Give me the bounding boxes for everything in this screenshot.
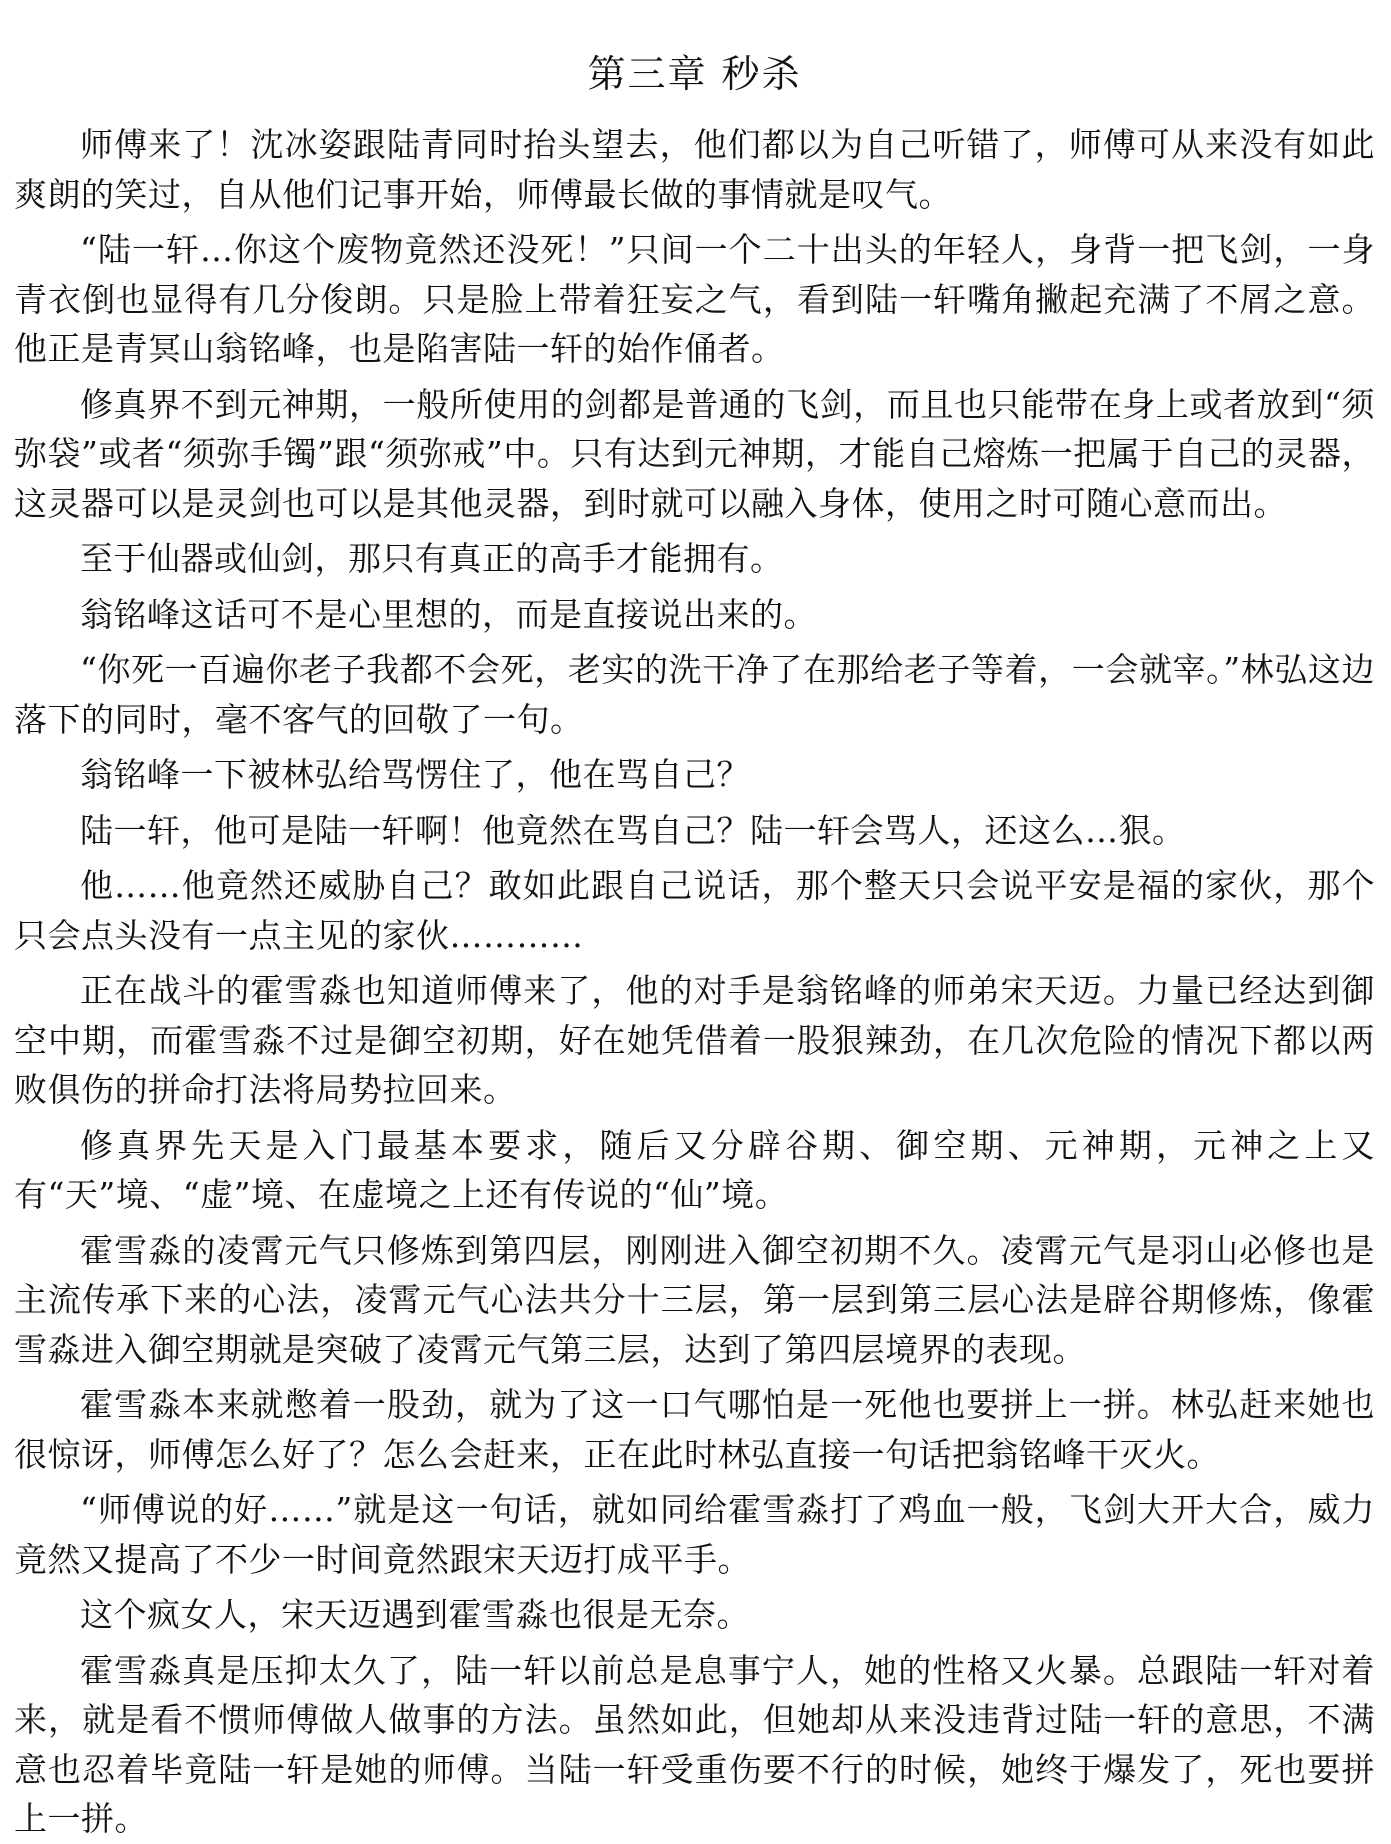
paragraph: 霍雪淼本来就憋着一股劲，就为了这一口气哪怕是一死他也要拼上一拼。林弘赶来她也很惊讶，师傅怎么好了？怎么会赶来，正在此时林弘直接一句话把翁铭峰干灭火。 [14,1385,1375,1474]
paragraph: 霍雪淼的凌霄元气只修炼到第四层，刚刚进入御空初期不久。凌霄元气是羽山必修也是主流传承下来的心法，凌霄元气心法共分十三层，第一层到第三层心法是辟谷期修炼，像霍雪淼进入御空期就是突破了凌霄元气第三层，达到了第四层境界的表现。 [14,1230,1375,1369]
paragraph: 陆一轩，他可是陆一轩啊！他竟然在骂自己？陆一轩会骂人，还这么…狠。 [80,810,1186,850]
paragraph: “师傅说的好……”就是这一句话，就如同给霍雪淼打了鸡血一般，飞剑大开大合，威力竟然又提高了不少一时间竟然跟宋天迈打成平手。 [14,1490,1375,1579]
paragraph: 修真界不到元神期，一般所使用的剑都是普通的飞剑，而且也只能带在身上或者放到“须弥袋”或者“须弥手镯”跟“须弥戒”中。只有达到元神期，才能自己熔炼一把属于自己的灵器，这灵器可以是灵剑也可以是其他灵器，到时就可以融入身体，使用之时可随心意而出。 [14,384,1375,523]
paragraph: 正在战斗的霍雪淼也知道师傅来了，他的对手是翁铭峰的师弟宋天迈。力量已经达到御空中期，而霍雪淼不过是御空初期，好在她凭借着一股狠辣劲，在几次危险的情况下都以两败俱伤的拼命打法将局势拉回来。 [14,971,1375,1109]
paragraph: “陆一轩…你这个废物竟然还没死！”只间一个二十出头的年轻人，身背一把飞剑，一身青衣倒也显得有几分俊朗。只是脸上带着狂妄之气，看到陆一轩嘴角撇起充满了不屑之意。他正是青冥山翁铭峰，也是陷害陆一轩的始作俑者。 [14,230,1375,368]
paragraph: 霍雪淼真是压抑太久了，陆一轩以前总是息事宁人，她的性格又火暴。总跟陆一轩对着来，就是看不惯师傅做人做事的方法。虽然如此，但她却从来没违背过陆一轩的意思，不满意也忍着毕竟陆一轩是她的师傅。当陆一轩受重伤要不行的时候，她终于爆发了，死也要拼上一拼。 [14,1650,1375,1838]
paragraph: 至于仙器或仙剑，那只有真正的高手才能拥有。 [80,539,784,578]
chapter-title: 第三章 秒杀 [587,52,802,96]
paragraph: “你死一百遍你老子我都不会死，老实的洗干净了在那给老子等着，一会就宰。”林弘这边落下的同时，毫不客气的回敬了一句。 [14,650,1375,739]
paragraph: 修真界先天是入门最基本要求，随后又分辟谷期、御空期、元神期，元神之上又有“天”境、“虚”境、在虚境之上还有传说的“仙”境。 [14,1125,1375,1214]
paragraph: 翁铭峰一下被林弘给骂愣住了，他在骂自己？ [80,755,750,794]
paragraph: 这个疯女人，宋天迈遇到霍雪淼也很是无奈。 [80,1595,750,1634]
paragraph: 他……他竟然还威胁自己？敢如此跟自己说话，那个整天只会说平安是福的家伙，那个只会点头没有一点主见的家伙………… [14,866,1375,955]
paragraph: 师傅来了！沈冰姿跟陆青同时抬头望去，他们都以为自己听错了，师傅可从来没有如此爽朗的笑过，自从他们记事开始，师傅最长做的事情就是叹气。 [14,125,1375,214]
paragraph: 翁铭峰这话可不是心里想的，而是直接说出来的。 [80,594,817,634]
